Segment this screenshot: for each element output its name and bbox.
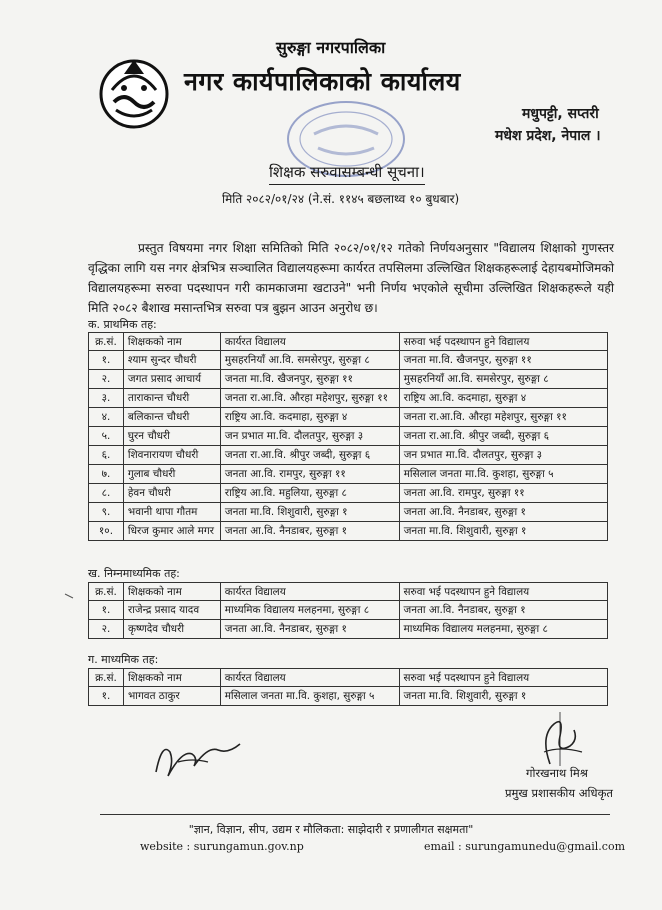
cell-serial: ८.	[89, 484, 124, 503]
cell-teacher-name: ताराकान्त चौधरी	[123, 389, 220, 408]
office-name: नगर कार्यपालिकाको कार्यालय	[184, 67, 461, 96]
cell-serial: ५.	[89, 427, 124, 446]
cell-transfer-school: जनता आ.वि. नैनडाबर, सुरुङ्गा १	[399, 503, 607, 522]
cell-current-school: जनता मा.वि. खैजनपुर, सुरुङ्गा ११	[220, 370, 399, 389]
table-header-row	[89, 333, 608, 351]
stray-mark-icon	[64, 592, 74, 600]
cell-current-school: मुसहरनियाँ आ.वि. समसेरपुर, सुरुङ्गा ८	[220, 351, 399, 370]
cell-serial: ९.	[89, 503, 124, 522]
cell-teacher-name: शिवनारायण चौधरी	[123, 446, 220, 465]
table-row	[89, 687, 608, 706]
cell-current-school: जनता रा.आ.वि. औरहा महेशपुर, सुरुङ्गा ११	[220, 389, 399, 408]
table-row	[89, 408, 608, 427]
cell-transfer-school: राष्ट्रिय आ.वि. कदमाहा, सुरुङ्गा ४	[399, 389, 607, 408]
cell-transfer-school: जन प्रभात मा.वि. दौलतपुर, सुरुङ्गा ३	[399, 446, 607, 465]
table-row	[89, 522, 608, 541]
cell-serial: २.	[89, 370, 124, 389]
notice-body: प्रस्तुत विषयमा नगर शिक्षा समितिको मिति २०८२/०१/१२ गतेको निर्णयअनुसार "विद्यालय शिक्षाको गुणस्तर वृद्धिका लागि यस नगर क्षेत्रभित्र सञ्चालित विद्यालयहरूमा कार्यरत तपसिलमा उल्लिखित शिक्षकहरूलाई देहायबमोजिमको विद्यालयहरूमा सरुवा पदस्थापन गरी कामकाजमा खटाउने" भनी निर्णय भएकोले सूचीमा उल्लिखित शिक्षकहरूले यही मिति २०८२ बैशाख मसान्तभित्र सरुवा पत्र बुझन आउन अनुरोध छ।	[88, 241, 614, 315]
cell-current-school: जनता आ.वि. रामपुर, सुरुङ्गा ११	[220, 465, 399, 484]
cell-teacher-name: श्याम सुन्दर चौधरी	[123, 351, 220, 370]
header-teacher-name: शिक्षकको नाम	[123, 583, 220, 601]
transfer-table-lower-secondary	[88, 582, 608, 639]
cell-current-school: जनता रा.आ.वि. श्रीपुर जब्दी, सुरुङ्गा ६	[220, 446, 399, 465]
header-transfer-school: सरुवा भई पदस्थापन हुने विद्यालय	[399, 669, 607, 687]
table-row	[89, 370, 608, 389]
cell-serial: १.	[89, 601, 124, 620]
cell-transfer-school: जनता मा.वि. शिशुवारी, सुरुङ्गा १	[399, 522, 607, 541]
cell-teacher-name: हेवन चौधरी	[123, 484, 220, 503]
table-row	[89, 484, 608, 503]
cell-serial: ६.	[89, 446, 124, 465]
cell-current-school: राष्ट्रिय आ.वि. कदमाहा, सुरुङ्गा ४	[220, 408, 399, 427]
cell-transfer-school: माध्यमिक विद्यालय मलहनमा, सुरुङ्गा ८	[399, 620, 607, 639]
cell-teacher-name: कृष्णदेव चौधरी	[123, 620, 220, 639]
cell-transfer-school: जनता मा.वि. खैजनपुर, सुरुङ्गा ११	[399, 351, 607, 370]
notice-date: मिति २०८२/०१/२४ (ने.सं. ११४५ बछलाथ्व १० बुधबार)	[222, 192, 460, 206]
header-serial: क्र.सं.	[89, 669, 124, 687]
signer-post: प्रमुख प्रशासकीय अधिकृत	[505, 786, 613, 800]
section-label-lower-secondary: ख. निम्नमाध्यमिक तह:	[88, 567, 180, 580]
section-label-primary: क. प्राथमिक तह:	[88, 318, 157, 331]
table-row	[89, 351, 608, 370]
cell-transfer-school: मसिलाल जनता मा.वि. कुशहा, सुरुङ्गा ५	[399, 465, 607, 484]
nepal-emblem-logo	[94, 52, 174, 132]
signer-name: गोरखनाथ मिश्र	[526, 766, 588, 780]
header-current-school: कार्यरत विद्यालय	[220, 583, 399, 601]
cell-teacher-name: बलिकान्त चौधरी	[123, 408, 220, 427]
header-current-school: कार्यरत विद्यालय	[220, 669, 399, 687]
cell-current-school: जनता आ.वि. नैनडाबर, सुरुङ्गा १	[220, 620, 399, 639]
header-serial: क्र.सं.	[89, 583, 124, 601]
cell-current-school: जन प्रभात मा.वि. दौलतपुर, सुरुङ्गा ३	[220, 427, 399, 446]
office-location: मधुपट्टी, सप्तरी	[522, 106, 599, 122]
header-transfer-school: सरुवा भई पदस्थापन हुने विद्यालय	[399, 583, 607, 601]
table-row	[89, 503, 608, 522]
table-header-row	[89, 583, 608, 601]
cell-teacher-name: भवानी थापा गौतम	[123, 503, 220, 522]
cell-serial: ७.	[89, 465, 124, 484]
table-row	[89, 620, 608, 639]
footer-motto: "ज्ञान, विज्ञान, सीप, उद्यम र मौलिकता: साझेदारी र प्रणालीगत सक्षमता"	[188, 823, 474, 836]
header-teacher-name: शिक्षकको नाम	[123, 669, 220, 687]
cell-serial: १.	[89, 351, 124, 370]
cell-transfer-school: जनता रा.आ.वि. श्रीपुर जब्दी, सुरुङ्गा ६	[399, 427, 607, 446]
cell-teacher-name: घुरन चौधरी	[123, 427, 220, 446]
cell-current-school: माध्यमिक विद्यालय मलहनमा, सुरुङ्गा ८	[220, 601, 399, 620]
cell-teacher-name: धिरज कुमार आले मगर	[123, 522, 220, 541]
footer-website: website : surungamun.gov.np	[140, 840, 304, 853]
section-label-secondary: ग. माध्यमिक तह:	[88, 653, 159, 666]
left-signature-icon	[148, 732, 248, 782]
right-signature-icon	[530, 706, 590, 770]
cell-teacher-name: भागवत ठाकुर	[123, 687, 220, 706]
cell-transfer-school: जनता आ.वि. नैनडाबर, सुरुङ्गा १	[399, 601, 607, 620]
cell-current-school: जनता आ.वि. नैनडाबर, सुरुङ्गा १	[220, 522, 399, 541]
header-teacher-name: शिक्षकको नाम	[123, 333, 220, 351]
table-row	[89, 389, 608, 408]
cell-current-school: राष्ट्रिय आ.वि. महुलिया, सुरुङ्गा ८	[220, 484, 399, 503]
cell-teacher-name: जगत प्रसाद आचार्य	[123, 370, 220, 389]
office-province: मधेश प्रदेश, नेपाल ।	[495, 128, 601, 144]
cell-current-school: मसिलाल जनता मा.वि. कुशहा, सुरुङ्गा ५	[220, 687, 399, 706]
table-row	[89, 601, 608, 620]
cell-serial: १०.	[89, 522, 124, 541]
notice-title: शिक्षक सरुवासम्बन्धी सूचना।	[269, 162, 425, 185]
table-row	[89, 427, 608, 446]
cell-serial: ३.	[89, 389, 124, 408]
municipality-name: सुरुङ्गा नगरपालिका	[276, 38, 386, 57]
table-row	[89, 465, 608, 484]
transfer-table-secondary	[88, 668, 608, 706]
header-current-school: कार्यरत विद्यालय	[220, 333, 399, 351]
header-serial: क्र.सं.	[89, 333, 124, 351]
cell-current-school: जनता मा.वि. शिशुवारी, सुरुङ्गा १	[220, 503, 399, 522]
cell-transfer-school: मुसहरनियाँ आ.वि. समसेरपुर, सुरुङ्गा ८	[399, 370, 607, 389]
cell-transfer-school: जनता मा.वि. शिशुवारी, सुरुङ्गा १	[399, 687, 607, 706]
transfer-table-primary	[88, 332, 608, 541]
cell-serial: १.	[89, 687, 124, 706]
table-header-row	[89, 669, 608, 687]
cell-serial: २.	[89, 620, 124, 639]
cell-transfer-school: जनता रा.आ.वि. औरहा महेशपुर, सुरुङ्गा ११	[399, 408, 607, 427]
cell-teacher-name: गुलाब चौधरी	[123, 465, 220, 484]
header-transfer-school: सरुवा भई पदस्थापन हुने विद्यालय	[399, 333, 607, 351]
cell-transfer-school: जनता आ.वि. रामपुर, सुरुङ्गा ११	[399, 484, 607, 503]
footer-email: email : surungamunedu@gmail.com	[424, 840, 626, 853]
table-row	[89, 446, 608, 465]
footer-divider	[100, 814, 610, 815]
cell-serial: ४.	[89, 408, 124, 427]
cell-teacher-name: राजेन्द्र प्रसाद यादव	[123, 601, 220, 620]
